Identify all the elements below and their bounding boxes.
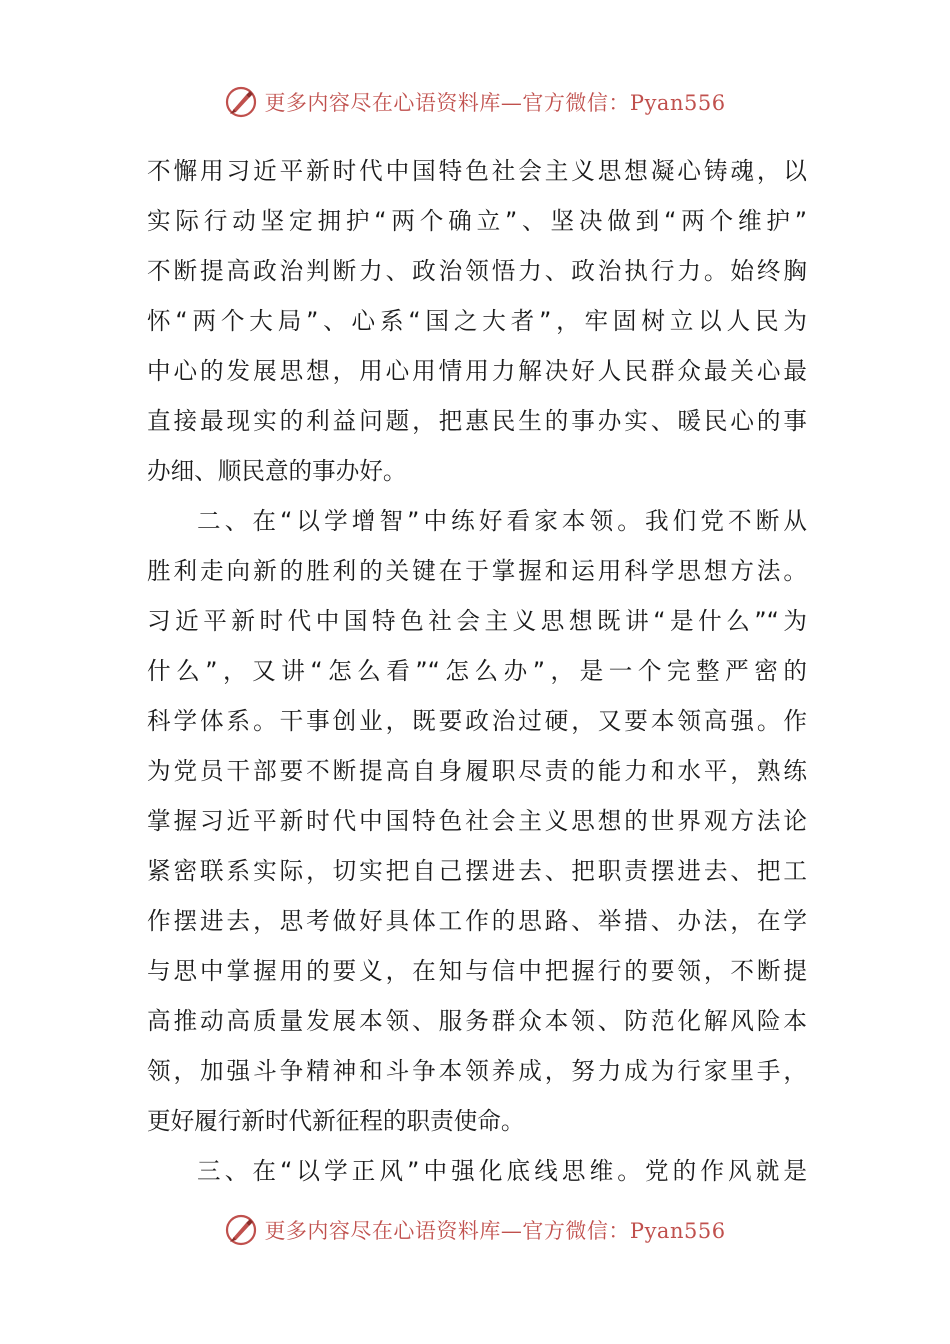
- header-banner-text: 更多内容尽在心语资料库—官方微信：Pyan556: [264, 91, 726, 115]
- body-line: 二、在“以学增智”中练好看家本领。我们党不断从: [197, 507, 807, 535]
- body-line: 怀“两个大局”、心系“国之大者”，牢固树立以人民为: [147, 307, 807, 335]
- body-line: 直接最现实的利益问题，把惠民生的事办实、暖民心的事: [147, 407, 807, 435]
- body-line: 作摆进去，思考做好具体工作的思路、举措、办法，在学: [147, 907, 807, 935]
- body-line: 为党员干部要不断提高自身履职尽责的能力和水平，熟练: [147, 757, 807, 785]
- body-line: 不懈用习近平新时代中国特色社会主义思想凝心铸魂，以: [147, 157, 807, 185]
- body-line: 高推动高质量发展本领、服务群众本领、防范化解风险本: [147, 1007, 807, 1035]
- pen-in-circle-icon: [224, 1213, 258, 1247]
- body-line: 三、在“以学正风”中强化底线思维。党的作风就是: [197, 1157, 807, 1185]
- body-line: 掌握习近平新时代中国特色社会主义思想的世界观方法论: [147, 807, 807, 835]
- body-line: 领，加强斗争精神和斗争本领养成，努力成为行家里手，: [147, 1057, 807, 1085]
- document-body: [147, 146, 807, 1196]
- body-line: 与思中掌握用的要义，在知与信中把握行的要领，不断提: [147, 957, 807, 985]
- body-line: 习近平新时代中国特色社会主义思想既讲“是什么”“为: [147, 607, 807, 635]
- body-line: 不断提高政治判断力、政治领悟力、政治执行力。始终胸: [147, 257, 807, 285]
- body-line: 科学体系。干事创业，既要政治过硬，又要本领高强。作: [147, 707, 807, 735]
- pen-in-circle-icon: [224, 85, 258, 119]
- footer-banner-text: 更多内容尽在心语资料库—官方微信：Pyan556: [264, 1219, 726, 1243]
- footer-banner: [0, 1210, 950, 1250]
- body-line: 更好履行新时代新征程的职责使命。: [147, 1107, 525, 1135]
- body-line: 紧密联系实际，切实把自己摆进去、把职责摆进去、把工: [147, 857, 807, 885]
- body-line: 胜利走向新的胜利的关键在于掌握和运用科学思想方法。: [147, 557, 807, 585]
- header-banner: [0, 82, 950, 122]
- body-line: 实际行动坚定拥护“两个确立”、坚决做到“两个维护”: [147, 207, 807, 235]
- body-line: 什么”，又讲“怎么看”“怎么办”，是一个完整严密的: [147, 657, 807, 685]
- body-line: 办细、顺民意的事办好。: [147, 457, 407, 485]
- body-line: 中心的发展思想，用心用情用力解决好人民群众最关心最: [147, 357, 807, 385]
